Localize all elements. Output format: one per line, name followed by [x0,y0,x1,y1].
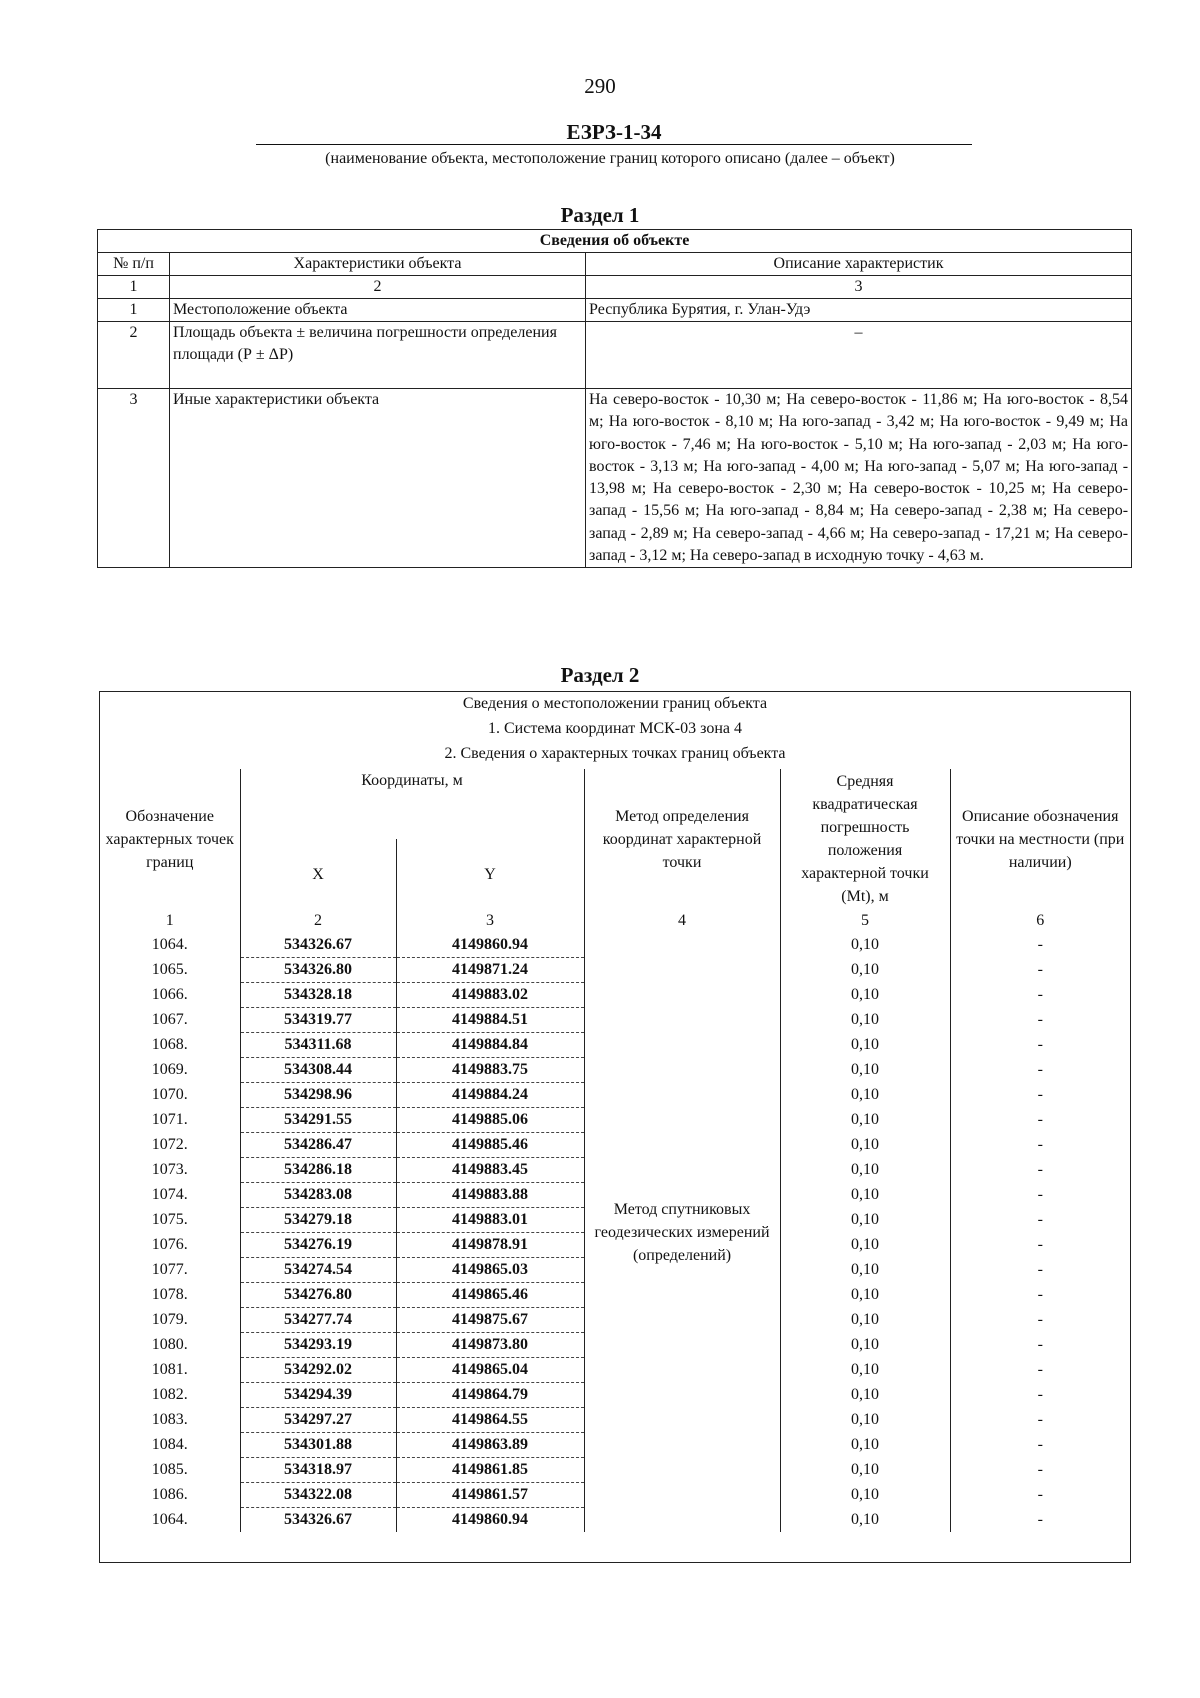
point-y: 4149860.94 [396,933,584,958]
point-y: 4149883.02 [396,983,584,1008]
point-description: - [950,1333,1130,1358]
point-accuracy: 0,10 [851,1086,880,1103]
point-id: 1082. [151,1386,188,1403]
point-y: 4149883.01 [396,1208,584,1233]
point-description: - [950,1458,1130,1483]
point-accuracy: 0,10 [851,1111,880,1128]
point-x: 534319.77 [240,1008,396,1033]
row-desc: На северо-восток - 10,30 м; На северо-восток - 11,86 м; На юго-восток - 8,54 м; На юго-восток - 8,10 м; На юго-запад - 3,42 м; На юго-восток - 9,49 м; На юго-восток - 7,46 м; На юго-восток - 5,10 м; На юго-запад - 2,03 м; На юго-восток - 3,13 м; На юго-запад - 4,00 м; На юго-запад - 5,07 м; На юго-запад - 13,98 м; На северо-восток - 2,30 м; На северо-восток - 10,25 м; На северо-запад - 15,56 м; На юго-запад - 8,84 м; На северо-запад - 2,38 м; На северо-запад - 2,89 м; На северо-запад - 4,66 м; На северо-запад - 17,21 м; На северо-запад - 3,12 м; На северо-запад в исходную точку - 4,63 м. [586,389,1132,568]
point-id: 1079. [151,1311,188,1328]
point-y: 4149865.04 [396,1358,584,1383]
point-description: - [950,1383,1130,1408]
point-description: - [950,1433,1130,1458]
header-description: Описание обозначения точки на местности (при наличии) [950,769,1130,909]
header-coordinates: Координаты, м [240,769,584,839]
point-description: - [950,1008,1130,1033]
point-description: - [950,1208,1130,1233]
point-x: 534286.47 [240,1133,396,1158]
header-point: Обозначение характерных точек границ [105,807,234,871]
table-row [98,389,1132,568]
point-id: 1072. [151,1136,188,1153]
point-id: 1069. [151,1061,188,1078]
point-x: 534318.97 [240,1458,396,1483]
point-y: 4149885.46 [396,1133,584,1158]
header-index: 1 [98,276,170,299]
column-number: 6 [950,909,1130,933]
point-y: 4149861.85 [396,1458,584,1483]
point-x: 534276.80 [240,1283,396,1308]
row-num: 3 [98,389,170,568]
point-description: - [950,1308,1130,1333]
coordinate-system: 1. Система координат МСК-03 зона 4 [487,720,743,737]
column-number: 4 [584,909,780,933]
point-x: 534277.74 [240,1308,396,1333]
point-y: 4149875.67 [396,1308,584,1333]
point-y: 4149884.24 [396,1083,584,1108]
point-y: 4149860.94 [396,1508,584,1533]
object-title: ЕЗРЗ-1-34 [566,120,662,144]
point-description: - [950,1083,1130,1108]
point-y: 4149871.24 [396,958,584,983]
point-accuracy: 0,10 [851,1461,880,1478]
point-id: 1067. [151,1011,188,1028]
point-x: 534286.18 [240,1158,396,1183]
object-info-table [97,229,1132,568]
point-accuracy: 0,10 [851,936,880,954]
title-underline [256,144,972,145]
point-id: 1076. [151,1236,188,1253]
point-x: 534283.08 [240,1183,396,1208]
point-accuracy: 0,10 [851,986,880,1003]
column-number: 5 [780,909,950,933]
point-x: 534308.44 [240,1058,396,1083]
point-y: 4149865.03 [396,1258,584,1283]
point-accuracy: 0,10 [851,1311,880,1328]
header-x: X [240,839,396,909]
point-id: 1064. [151,936,188,954]
point-y: 4149884.51 [396,1008,584,1033]
section1-heading: Раздел 1 [560,203,640,227]
point-y: 4149863.89 [396,1433,584,1458]
point-id: 1066. [151,986,188,1003]
point-id: 1073. [151,1161,188,1178]
table-title: Сведения об объекте [98,230,1132,253]
point-description: - [950,983,1130,1008]
point-accuracy: 0,10 [851,1411,880,1428]
point-description: - [950,1283,1130,1308]
point-accuracy: 0,10 [851,1036,880,1053]
row-desc: – [586,322,1132,389]
point-accuracy: 0,10 [851,1011,880,1028]
point-description: - [950,1358,1130,1383]
point-x: 534292.02 [240,1358,396,1383]
point-id: 1074. [151,1186,188,1203]
point-accuracy: 0,10 [851,1261,880,1278]
column-number: 3 [396,909,584,933]
section2-heading: Раздел 2 [560,663,640,687]
point-x: 534276.19 [240,1233,396,1258]
point-id: 1086. [151,1486,188,1503]
point-description: - [950,1033,1130,1058]
point-id: 1064. [151,1510,188,1528]
point-accuracy: 0,10 [851,1361,880,1378]
row-num: 2 [98,322,170,389]
point-accuracy: 0,10 [851,1061,880,1078]
point-x: 534322.08 [240,1483,396,1508]
point-x: 534298.96 [240,1083,396,1108]
point-description: - [950,958,1130,983]
point-accuracy: 0,10 [851,1436,880,1453]
object-caption: (наименование объекта, местоположение границ которого описано (далее – объект) [325,150,895,167]
point-id: 1078. [151,1286,188,1303]
point-y: 4149873.80 [396,1333,584,1358]
point-description: - [950,1158,1130,1183]
point-accuracy: 0,10 [851,1386,880,1403]
point-id: 1080. [151,1336,188,1353]
point-y: 4149861.57 [396,1483,584,1508]
header-index: 2 [170,276,586,299]
column-number: 1 [165,912,174,929]
point-accuracy: 0,10 [851,961,880,978]
point-id: 1065. [151,961,188,978]
point-accuracy: 0,10 [851,1336,880,1353]
point-x: 534274.54 [240,1258,396,1283]
point-x: 534291.55 [240,1108,396,1133]
point-accuracy: 0,10 [851,1486,880,1503]
row-name: Иные характеристики объекта [170,389,586,568]
column-number: 2 [240,909,396,933]
point-description: - [950,1108,1130,1133]
header-y: Y [396,839,584,909]
table-title: Сведения о местоположении границ объекта [462,695,768,712]
point-id: 1085. [151,1461,188,1478]
point-x: 534326.67 [240,933,396,958]
point-accuracy: 0,10 [851,1211,880,1228]
point-id: 1077. [151,1261,188,1278]
point-description: - [950,1483,1130,1508]
point-x: 534328.18 [240,983,396,1008]
header-method: Метод определения координат характерной точки [584,769,780,909]
row-num: 1 [98,299,170,322]
point-id: 1070. [151,1086,188,1103]
points-grid [100,769,1130,1532]
point-x: 534297.27 [240,1408,396,1433]
points-subtitle: 2. Сведения о характерных точках границ объекта [444,745,786,762]
point-description: - [950,1133,1130,1158]
point-accuracy: 0,10 [851,1136,880,1153]
row-desc: Республика Бурятия, г. Улан-Удэ [586,299,1132,322]
point-x: 534294.39 [240,1383,396,1408]
point-x: 534279.18 [240,1208,396,1233]
point-y: 4149883.45 [396,1158,584,1183]
point-id: 1071. [151,1111,188,1128]
point-y: 4149884.84 [396,1033,584,1058]
point-x: 534311.68 [240,1033,396,1058]
table-row [100,933,1130,958]
point-y: 4149878.91 [396,1233,584,1258]
point-id: 1068. [151,1036,188,1053]
point-y: 4149883.88 [396,1183,584,1208]
header-num: № п/п [98,253,170,276]
point-x: 534301.88 [240,1433,396,1458]
point-x: 534326.67 [240,1508,396,1533]
header-characteristics: Характеристики объекта [170,253,586,276]
point-description: - [950,1408,1130,1433]
row-name: Местоположение объекта [170,299,586,322]
point-y: 4149865.46 [396,1283,584,1308]
page-number: 290 [584,74,616,98]
point-id: 1081. [151,1361,188,1378]
point-y: 4149864.55 [396,1408,584,1433]
method-cell: Метод спутниковых геодезических измерений (определений) [584,933,780,1532]
point-accuracy: 0,10 [851,1161,880,1178]
point-accuracy: 0,10 [851,1510,880,1528]
point-id: 1075. [151,1211,188,1228]
point-x: 534326.80 [240,958,396,983]
point-y: 4149883.75 [396,1058,584,1083]
table-row [98,322,1132,389]
header-index: 3 [586,276,1132,299]
header-accuracy: Средняя квадратическая погрешность положения характерной точки (Mt), м [780,769,950,909]
point-description: - [950,1233,1130,1258]
point-accuracy: 0,10 [851,1236,880,1253]
boundary-points-table [99,691,1131,1563]
point-description: - [950,1508,1130,1533]
point-y: 4149864.79 [396,1383,584,1408]
point-x: 534293.19 [240,1333,396,1358]
header-description: Описание характеристик [586,253,1132,276]
point-id: 1084. [151,1436,188,1453]
row-name: Площадь объекта ± величина погрешности определения площади (Р ± ΔР) [170,322,586,389]
point-description: - [950,1183,1130,1208]
point-description: - [950,1258,1130,1283]
point-description: - [950,933,1130,958]
point-y: 4149885.06 [396,1108,584,1133]
point-accuracy: 0,10 [851,1186,880,1203]
point-id: 1083. [151,1411,188,1428]
point-description: - [950,1058,1130,1083]
point-accuracy: 0,10 [851,1286,880,1303]
table-row [98,299,1132,322]
